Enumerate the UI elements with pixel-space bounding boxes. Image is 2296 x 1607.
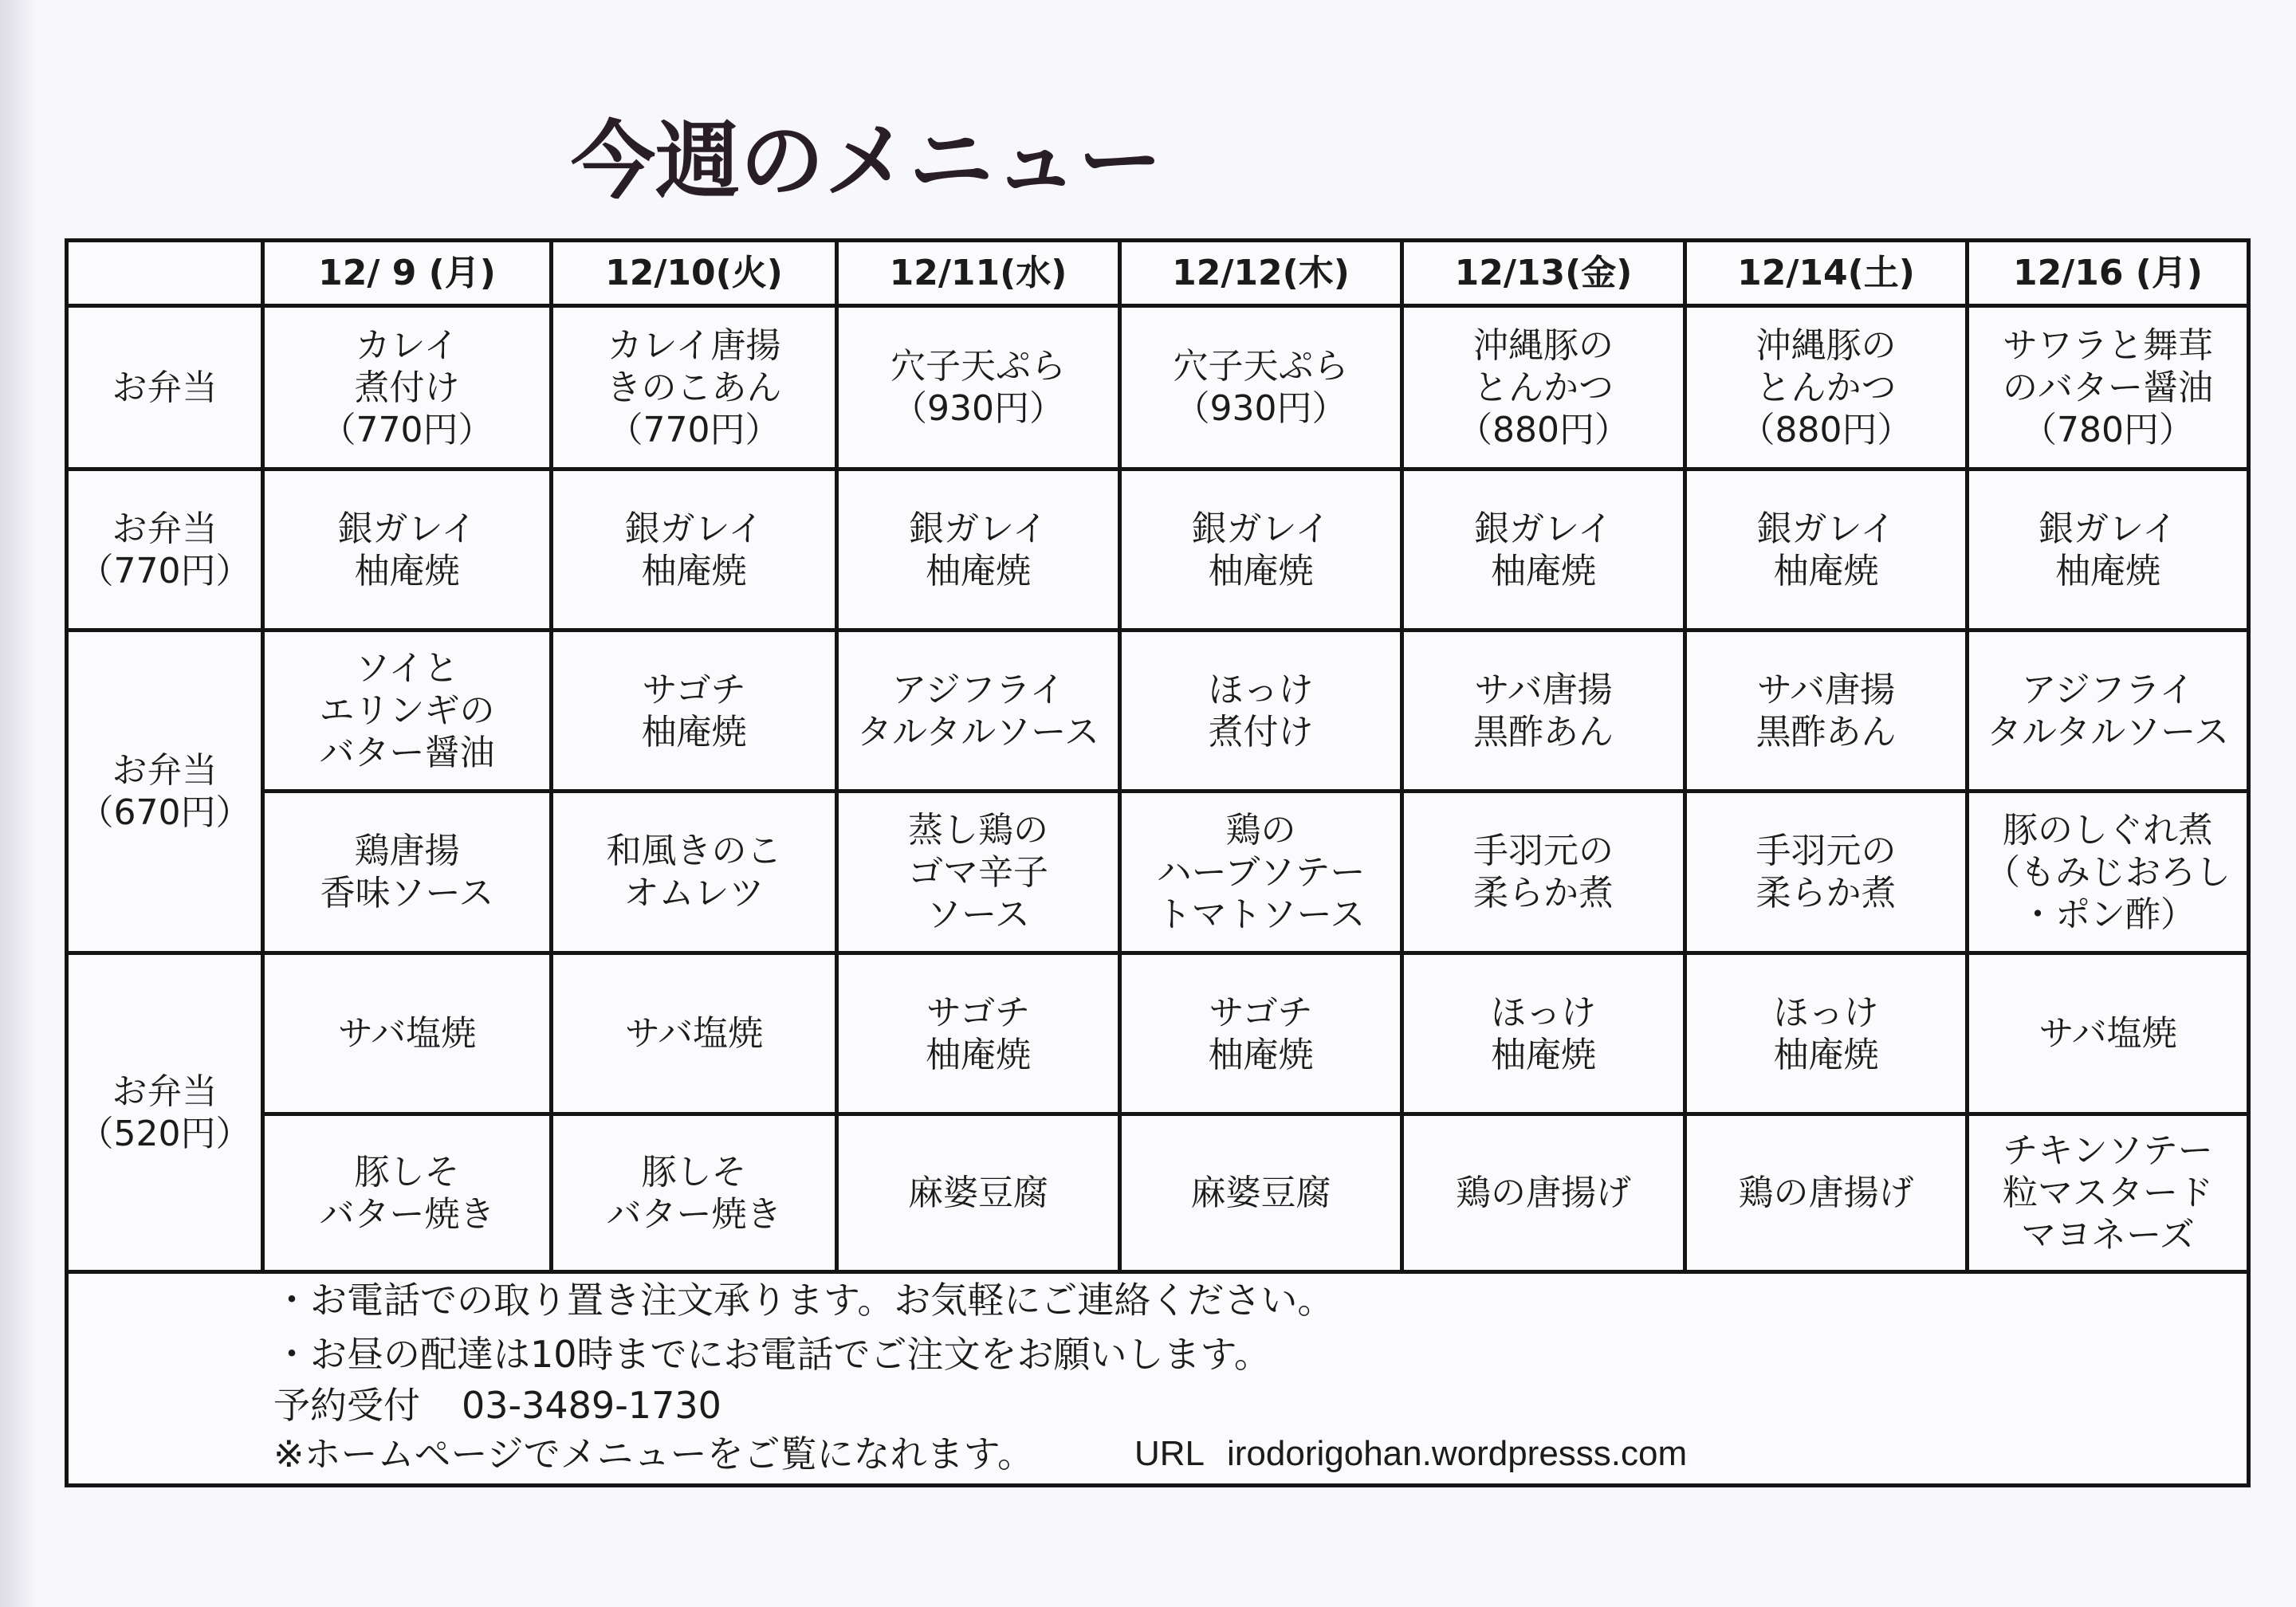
menu-item: 沖縄豚の とんかつ （880円）: [1404, 308, 1687, 471]
menu-item: サバ塩焼: [1969, 955, 2251, 1116]
notes-section: [69, 1274, 2251, 1487]
reservation-line: [273, 1380, 911, 1431]
menu-item: 手羽元の 柔らか煮: [1687, 793, 1969, 955]
homepage-line: [273, 1428, 1868, 1479]
menu-item: チキンソテー 粒マスタード マヨネーズ: [1969, 1116, 2251, 1274]
menu-item: サバ唐揚 黒酢あん: [1687, 632, 1969, 793]
menu-item: サゴチ 柚庵焼: [1122, 955, 1404, 1116]
menu-item: ほっけ 柚庵焼: [1687, 955, 1969, 1116]
row-label: お弁当 （670円）: [69, 632, 265, 955]
menu-table: [65, 238, 2251, 1487]
menu-item: 麻婆豆腐: [839, 1116, 1122, 1274]
menu-item: 麻婆豆腐: [1122, 1116, 1404, 1274]
note-lunch-delivery: ・お昼の配達は10時までにお電話でご注文をお願いします。: [273, 1333, 1271, 1376]
menu-item: ほっけ 柚庵焼: [1404, 955, 1687, 1116]
menu-item: サバ唐揚 黒酢あん: [1404, 632, 1687, 793]
menu-item: 和風きのこ オムレツ: [553, 793, 839, 955]
phone-number: 03-3489-1730: [462, 1384, 721, 1427]
menu-item: 銀ガレイ 柚庵焼: [265, 471, 553, 632]
menu-item: 沖縄豚の とんかつ （880円）: [1687, 308, 1969, 471]
menu-item: 鶏の唐揚げ: [1404, 1116, 1687, 1274]
menu-item: サゴチ 柚庵焼: [839, 955, 1122, 1116]
menu-item: カレイ 煮付け （770円）: [265, 308, 553, 471]
menu-item: サバ塩焼: [553, 955, 839, 1116]
menu-item: ほっけ 煮付け: [1122, 632, 1404, 793]
menu-item: 穴子天ぷら （930円）: [1122, 308, 1404, 471]
homepage-url: irodorigohan.wordpresss.com: [1227, 1434, 1688, 1473]
note-phone-reservation: ・お電話での取り置き注文承ります。お気軽にご連絡ください。: [273, 1279, 1335, 1322]
date-header: 12/11(水): [839, 242, 1122, 308]
row-label: お弁当 （770円）: [69, 471, 265, 632]
menu-item: 豚しそ バター焼き: [265, 1116, 553, 1274]
date-header: 12/14(土): [1687, 242, 1969, 308]
menu-item: 銀ガレイ 柚庵焼: [839, 471, 1122, 632]
row-label: お弁当 （520円）: [69, 955, 265, 1274]
menu-item: 穴子天ぷら （930円）: [839, 308, 1122, 471]
date-header: 12/ 9 (月): [265, 242, 553, 308]
page-title: 今週のメニュー: [571, 112, 1162, 210]
menu-item: アジフライ タルタルソース: [839, 632, 1122, 793]
menu-item: サワラと舞茸 のバター醤油 （780円）: [1969, 308, 2251, 471]
url-label: URL: [1134, 1434, 1205, 1473]
menu-item: サゴチ 柚庵焼: [553, 632, 839, 793]
date-header: 12/12(木): [1122, 242, 1404, 308]
menu-item: 銀ガレイ 柚庵焼: [1122, 471, 1404, 632]
menu-item: 豚のしぐれ煮 （もみじおろし ・ポン酢）: [1969, 793, 2251, 955]
reservation-label: 予約受付: [273, 1384, 420, 1427]
menu-item: サバ塩焼: [265, 955, 553, 1116]
row-label: お弁当: [69, 308, 265, 471]
menu-item: 銀ガレイ 柚庵焼: [1687, 471, 1969, 632]
menu-item: 豚しそ バター焼き: [553, 1116, 839, 1274]
menu-item: 銀ガレイ 柚庵焼: [1969, 471, 2251, 632]
date-header: 12/10(火): [553, 242, 839, 308]
corner-cell: [69, 242, 265, 308]
menu-item: 蒸し鶏の ゴマ辛子 ソース: [839, 793, 1122, 955]
homepage-text: ※ホームページでメニューをご覧になれます。: [273, 1432, 1034, 1475]
menu-item: 手羽元の 柔らか煮: [1404, 793, 1687, 955]
menu-item: カレイ唐揚 きのこあん （770円）: [553, 308, 839, 471]
menu-item: 鶏唐揚 香味ソース: [265, 793, 553, 955]
menu-item: 鶏の唐揚げ: [1687, 1116, 1969, 1274]
date-header: 12/16 (月): [1969, 242, 2251, 308]
paper-edge-shadow: [0, 0, 37, 1607]
date-header: 12/13(金): [1404, 242, 1687, 308]
menu-item: 銀ガレイ 柚庵焼: [553, 471, 839, 632]
menu-item: 鶏の ハーブソテー トマトソース: [1122, 793, 1404, 955]
menu-item: ソイと エリンギの バター醤油: [265, 632, 553, 793]
menu-item: 銀ガレイ 柚庵焼: [1404, 471, 1687, 632]
menu-item: アジフライ タルタルソース: [1969, 632, 2251, 793]
